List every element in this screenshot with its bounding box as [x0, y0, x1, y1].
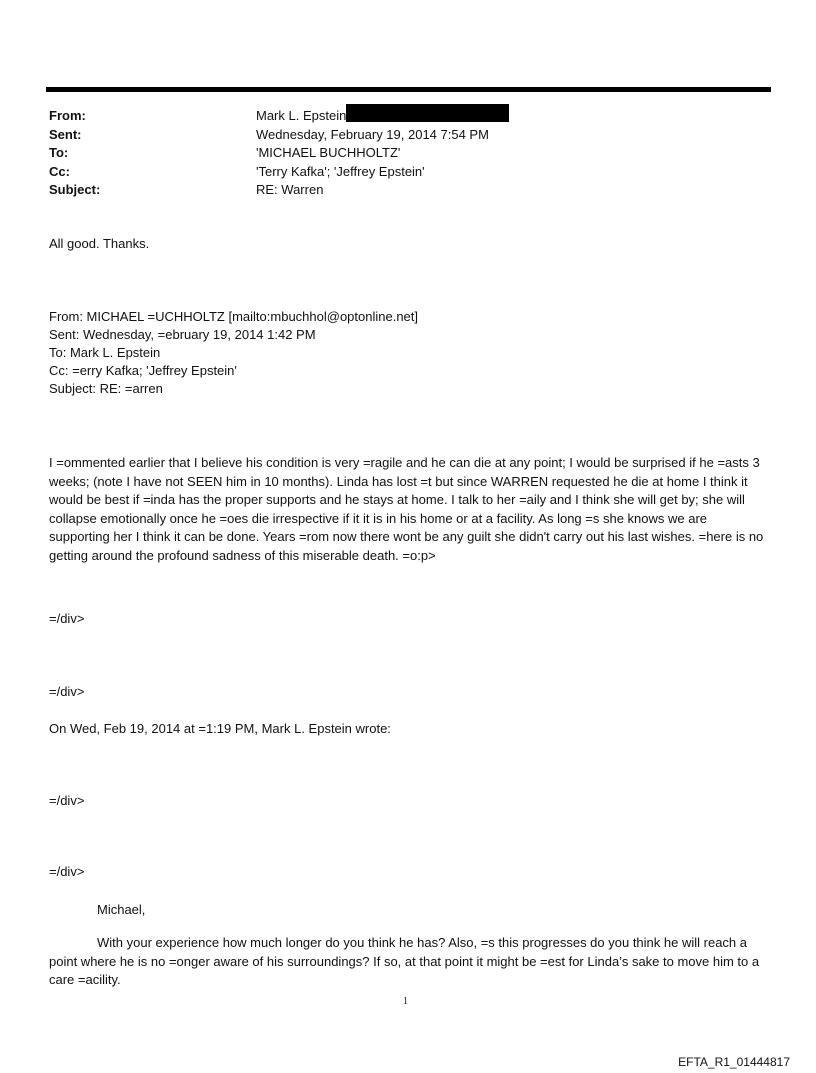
quoted-sent: Sent: Wednesday, =ebruary 19, 2014 1:42 PM: [49, 327, 316, 342]
reply-text: All good. Thanks.: [49, 236, 150, 251]
to-label: To:: [49, 145, 69, 160]
to-value: 'MICHAEL BUCHHOLTZ': [256, 145, 401, 160]
quoted-to: To: Mark L. Epstein: [49, 345, 161, 360]
cc-label: Cc:: [49, 164, 70, 179]
quoted-from: From: MICHAEL =UCHHOLTZ [mailto:mbuchhol@optonline.net]: [49, 309, 419, 324]
subject-label: Subject:: [49, 182, 101, 197]
page-number: 1: [403, 996, 408, 1007]
sent-value: Wednesday, February 19, 2014 7:54 PM: [256, 127, 489, 142]
header-rule: [46, 87, 771, 92]
div-close-1: =/div>: [49, 611, 85, 626]
cc-value: 'Terry Kafka'; 'Jeffrey Epstein': [256, 164, 425, 179]
on-wrote-line: On Wed, Feb 19, 2014 at =1:19 PM, Mark L. Epstein wrote:: [49, 721, 391, 736]
redaction-box: [346, 104, 509, 122]
subject-value: RE: Warren: [256, 182, 324, 197]
from-label: From:: [49, 108, 86, 123]
question-paragraph: With your experience how much longer do you think he has? Also, =s this progresses do you think he will reach a point where he is no =onger aware of his surroundings? If so, at that point it might be =est for Linda’s sake to move him to a care =acility.: [49, 935, 760, 987]
bates-number: EFTA_R1_01444817: [678, 1055, 790, 1069]
quoted-cc: Cc: =erry Kafka; 'Jeffrey Epstein': [49, 363, 237, 378]
quoted-subject: Subject: RE: =arren: [49, 381, 163, 396]
body-paragraph: I =ommented earlier that I believe his condition is very =ragile and he can die at any point; I would be surprised if he =asts 3 weeks; (note I have not SEEN him in 10 months). Linda has lost =t but since WARREN requested he die at home I think it would be best if =inda has the proper supports and he stays at home. I talk to her =aily and I think she will get by; she will collapse emotionally once he =oes die irrespective if it it is in his home or at a facility. As long =s she knows we are supporting her I think it can be done. Years =rom now there wont be any guilt she didn't carry out his last wishes. =here is no getting around the profound sadness of this miserable death. =o:p>: [49, 455, 764, 563]
from-value: Mark L. Epstein: [256, 108, 347, 123]
greeting: Michael,: [97, 902, 146, 917]
div-close-4: =/div>: [49, 864, 85, 879]
sent-label: Sent:: [49, 127, 82, 142]
div-close-2: =/div>: [49, 684, 85, 699]
div-close-3: =/div>: [49, 793, 85, 808]
